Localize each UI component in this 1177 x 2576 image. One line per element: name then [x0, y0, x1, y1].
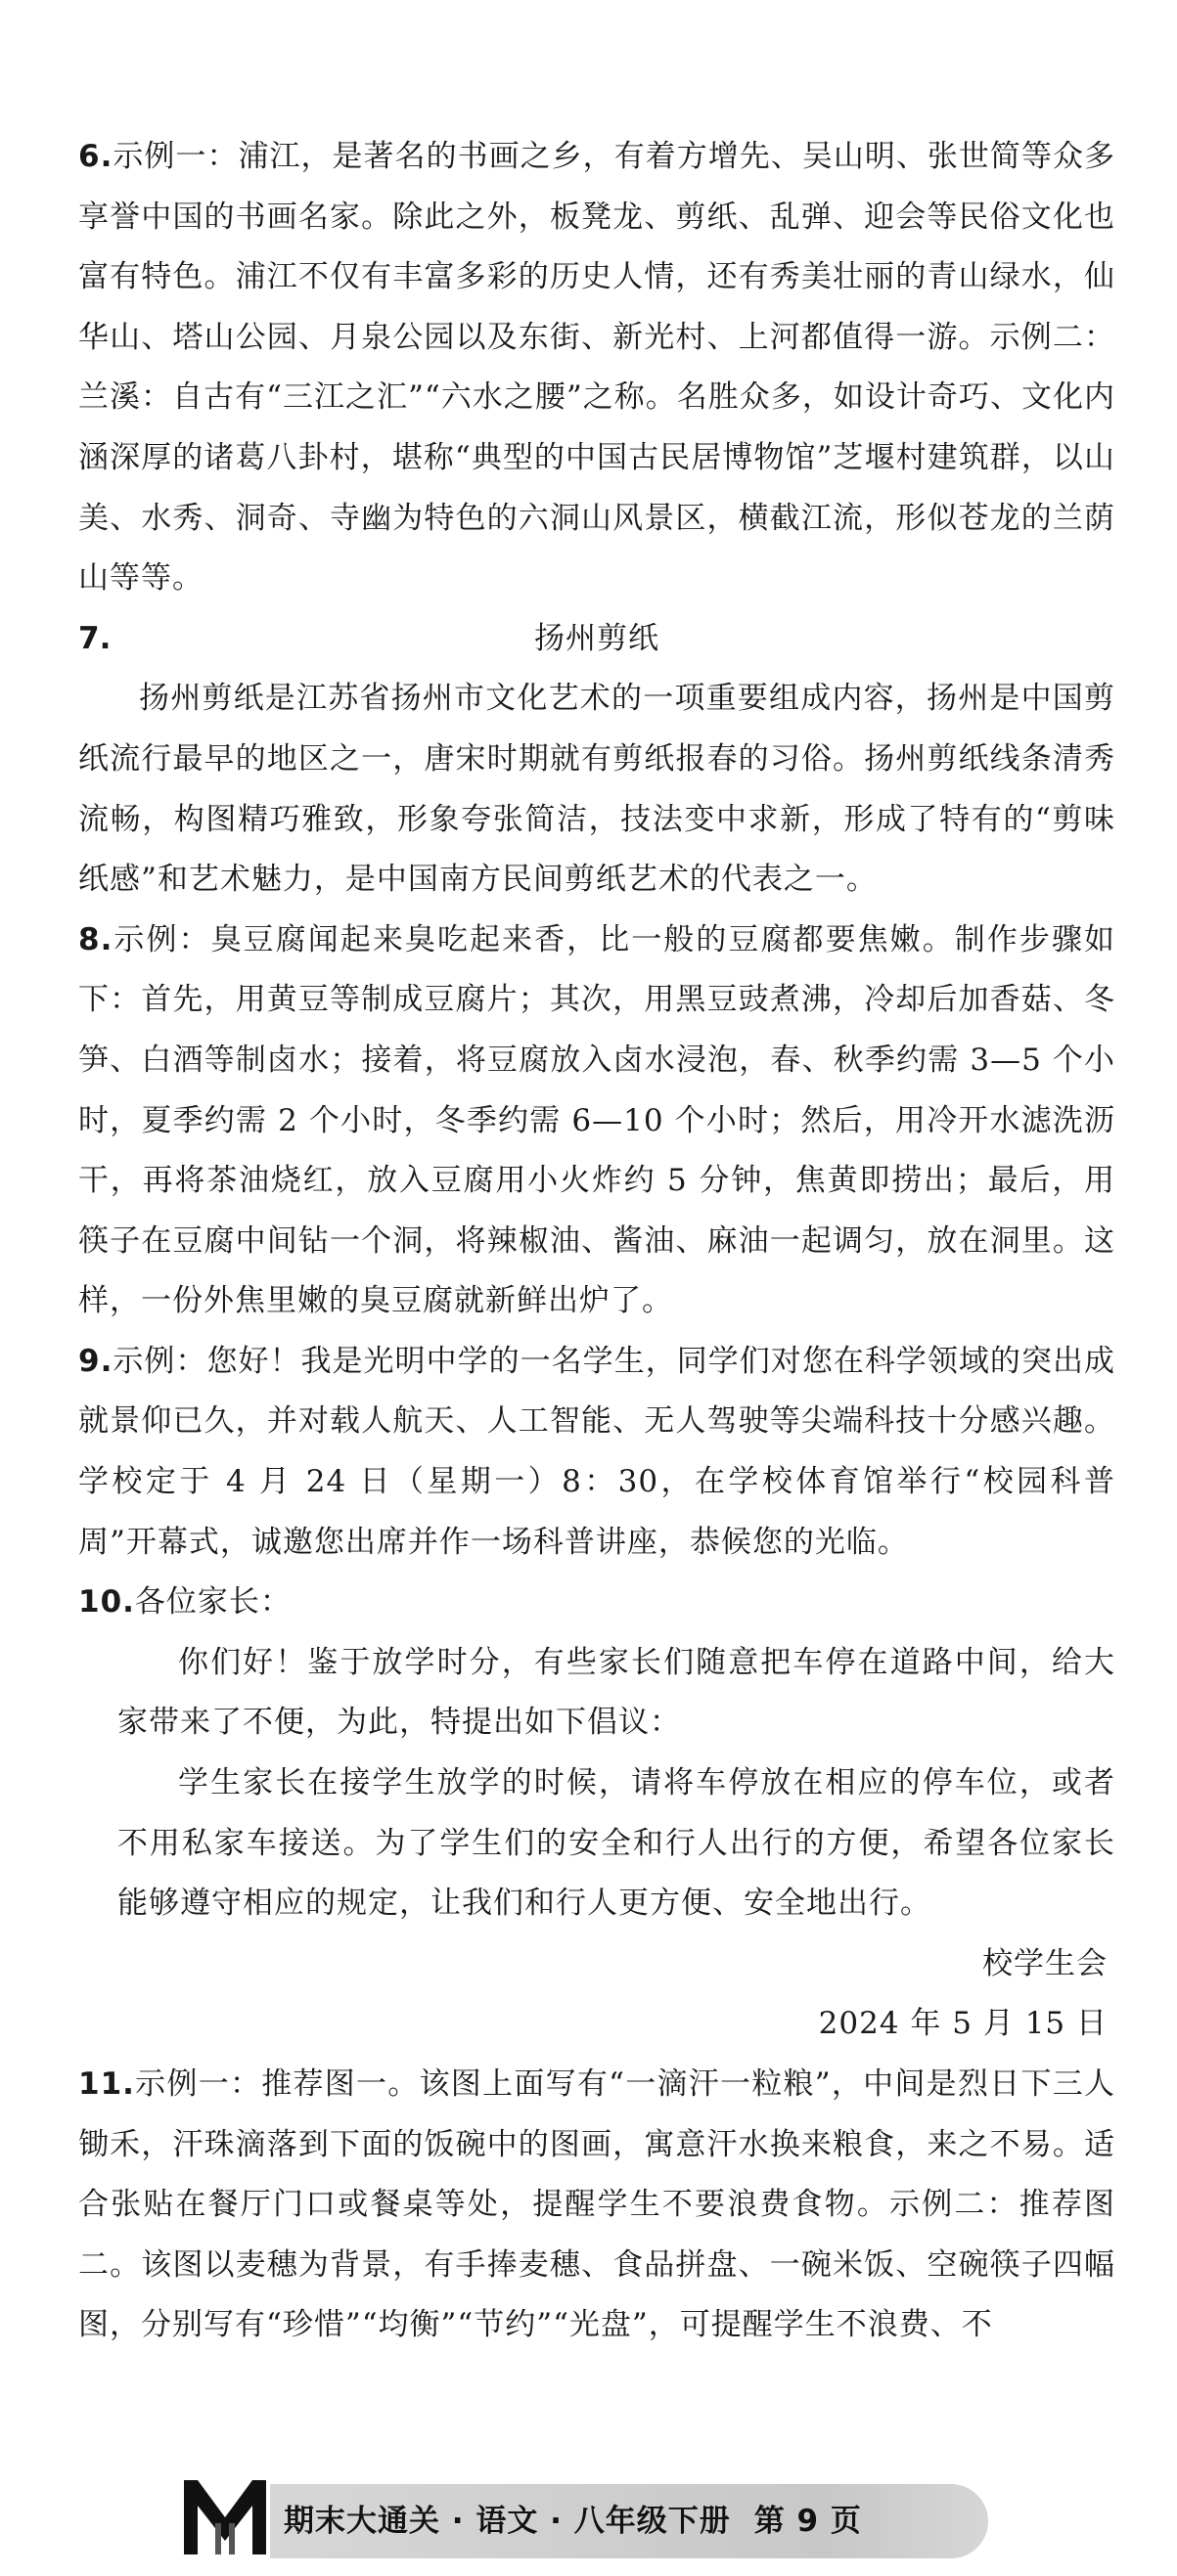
- question-number: 11.: [78, 2066, 135, 2102]
- page-footer: [186, 2484, 988, 2558]
- answer-text: 示例：您好！我是光明中学的一名学生，同学们对您在科学领域的突出成就景仰已久，并对载人航天、人工智能、无人驾驶等尖端科技十分感兴趣。学校定于 4 月 24 日（星期一）8：30，在学校体育馆举行“校园科普周”开幕式，诚邀您出席并作一场科普讲座，恭候您的光临。: [78, 1343, 1115, 1560]
- question-number: 7.: [78, 620, 112, 656]
- question-number: 10.: [78, 1584, 135, 1621]
- letter-date: 2024 年 5 月 15 日: [818, 2006, 1108, 2042]
- letter-signature: 校学生会: [982, 1945, 1108, 1981]
- answer-7-heading: [78, 609, 1115, 670]
- question-number: 8.: [78, 921, 113, 957]
- answer-text: 示例一：推荐图一。该图上面写有“一滴汗一粒粮”，中间是烈日下三人锄禾，汗珠滴落到下面的饭碗中的图画，寓意汗水换来粮食，来之不易。适合张贴在餐厅门口或餐桌等处，提醒学生不要浪费食物。示例二：推荐图二。该图以麦穗为背景，有手捧麦穗、食品拼盘、一碗米饭、空碗筷子四幅图，分别写有“珍惜”“均衡”“节约”“光盘”，可提醒学生不浪费、不: [78, 2066, 1115, 2343]
- answer-11: [78, 2055, 1115, 2356]
- answer-7: 扬州剪纸是江苏省扬州市文化艺术的一项重要组成内容，扬州是中国剪纸流行最早的地区之一，唐宋时期就有剪纸报春的习俗。扬州剪纸线条清秀流畅，构图精巧雅致，形象夸张简洁，技法变中求新，形成了特有的“剪味纸感”和艺术魅力，是中国南方民间剪纸艺术的代表之一。: [78, 681, 1115, 898]
- answer-10-salutation: [78, 1573, 1115, 1633]
- publisher-logo-icon: [176, 2466, 274, 2564]
- book-title: 期末大通关 · 语文 · 八年级下册: [284, 2504, 731, 2539]
- answer-text: 示例一：浦江，是著名的书画之乡，有着方增先、吴山明、张世简等众多享誉中国的书画名家。除此之外，板凳龙、剪纸、乱弹、迎会等民俗文化也富有特色。浦江不仅有丰富多彩的历史人情，还有秀美壮丽的青山绿水，仙华山、塔山公园、月泉公园以及东街、新光村、上河都值得一游。示例二：兰溪：自古有“三江之汇”“六水之腰”之称。名胜众多，如设计奇巧、文化内涵深厚的诸葛八卦村，堪称“典型的中国古民居博物馆”芝堰村建筑群，以山美、水秀、洞奇、寺幽为特色的六洞山风景区，横截江流，形似苍龙的兰荫山等等。: [78, 139, 1115, 597]
- question-number: 6.: [78, 139, 113, 174]
- answer-8: [78, 910, 1115, 1332]
- answer-6: [78, 127, 1115, 609]
- question-number: 9.: [78, 1343, 113, 1379]
- letter-paragraph-2: 学生家长在接学生放学的时候，请将车停放在相应的停车位，或者不用私家车接送。为了学生们的安全和行人出行的方便，希望各位家长能够遵守相应的规定，让我们和行人更方便、安全地出行。: [117, 1765, 1115, 1922]
- essay-title: 扬州剪纸: [534, 620, 659, 656]
- answer-content: [78, 127, 1115, 2356]
- letter-paragraph-1: 你们好！鉴于放学时分，有些家长们随意把车停在道路中间，给大家带来了不便，为此，特提出如下倡议：: [117, 1644, 1115, 1741]
- page-number: 第 9 页: [753, 2504, 862, 2539]
- answer-text: 示例：臭豆腐闻起来臭吃起来香，比一般的豆腐都要焦嫩。制作步骤如下：首先，用黄豆等制成豆腐片；其次，用黑豆豉煮沸，冷却后加香菇、冬笋、白酒等制卤水；接着，将豆腐放入卤水浸泡，春、秋季约需 3—5 个小时，夏季约需 2 个小时，冬季约需 6—10 个小时；然后，用冷开水滤洗沥干，再将茶油烧红，放入豆腐用小火炸约 5 分钟，焦黄即捞出；最后，用筷子在豆腐中间钻一个洞，将辣椒油、酱油、麻油一起调匀，放在洞里。这样，一份外焦里嫩的臭豆腐就新鲜出炉了。: [78, 921, 1115, 1319]
- answer-9: [78, 1332, 1115, 1573]
- salutation: 各位家长：: [134, 1584, 292, 1621]
